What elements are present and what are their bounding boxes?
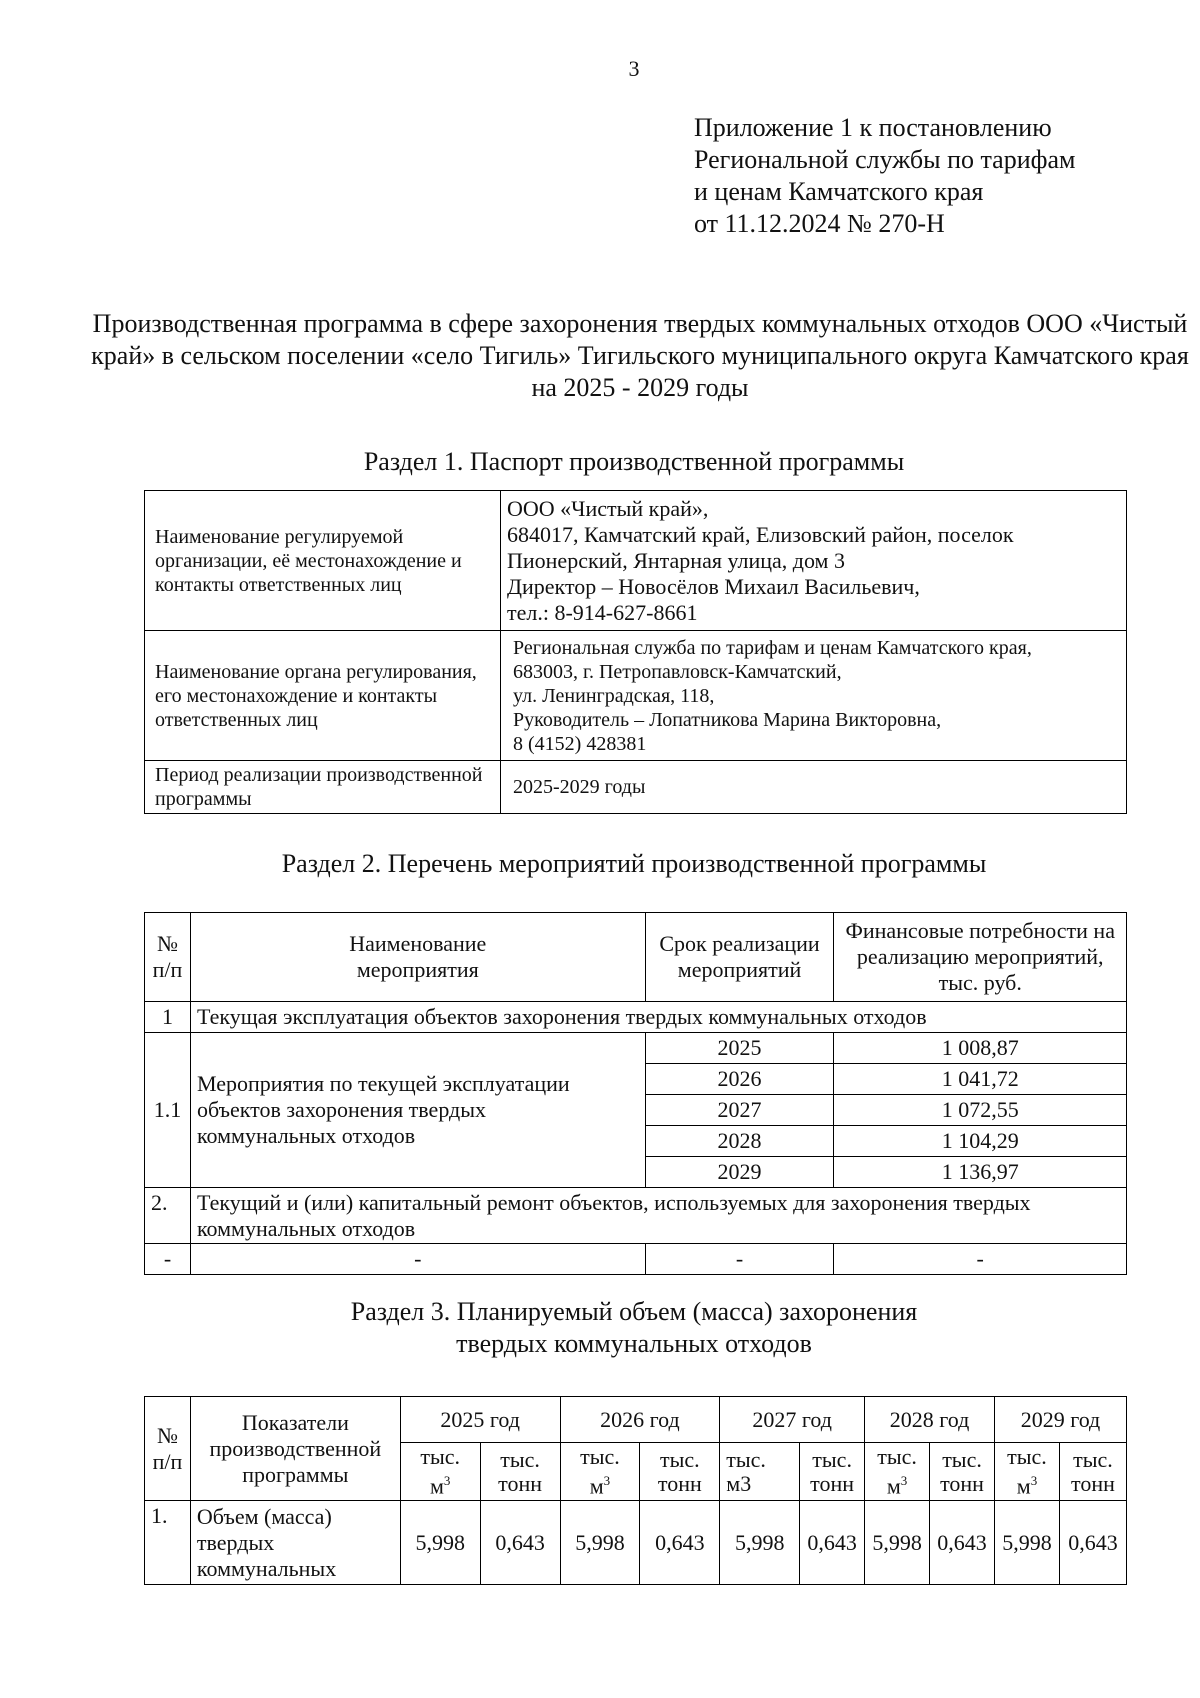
unit-tonn: тыс. тонн xyxy=(640,1443,720,1501)
header-year: 2027 год xyxy=(720,1397,865,1443)
group-text: Текущий и (или) капитальный ремонт объектов, используемых для захоронения твердых коммунальных отходов xyxy=(190,1188,1126,1244)
item-value: 1 072,55 xyxy=(834,1095,1127,1126)
value-line: 684017, Камчатский край, Елизовский район, поселок xyxy=(507,521,1014,547)
item-year: 2028 xyxy=(645,1126,834,1157)
group-num: 2. xyxy=(145,1188,191,1244)
dash-cell: - xyxy=(834,1244,1127,1275)
unit-m3 xyxy=(400,1443,480,1501)
group-text: Текущая эксплуатация объектов захоронения твердых коммунальных отходов xyxy=(190,1002,1126,1033)
item-value: 1 136,97 xyxy=(834,1157,1127,1188)
unit-sup: 3 xyxy=(1030,1472,1038,1488)
unit-base: м xyxy=(1016,1473,1031,1499)
unit-sup: 3 xyxy=(443,1472,451,1488)
header-year: 2025 год xyxy=(400,1397,560,1443)
item-year: 2026 xyxy=(645,1064,834,1095)
unit-m3 xyxy=(560,1443,640,1501)
passport-row-period xyxy=(145,761,1127,814)
item-value: 1 008,87 xyxy=(834,1033,1127,1064)
passport-value xyxy=(501,631,1127,761)
dash-cell: - xyxy=(145,1244,191,1275)
appendix-line: и ценам Камчатского края xyxy=(694,177,984,206)
header-year: 2026 год xyxy=(560,1397,720,1443)
value-line: ул. Ленинградская, 118, xyxy=(513,684,715,707)
unit-tonn: тыс. тонн xyxy=(1059,1443,1126,1501)
header-finance: Финансовые потребности на реализацию мероприятий, тыс. руб. xyxy=(834,913,1127,1002)
unit-prefix: тыс. xyxy=(877,1443,917,1469)
passport-value xyxy=(501,491,1127,631)
row-value: 5,998 xyxy=(995,1501,1060,1585)
item-year: 2025 xyxy=(645,1033,834,1064)
value-line: 683003, г. Петропавловск-Камчатский, xyxy=(513,660,842,683)
unit-m3 xyxy=(865,1443,930,1501)
volume-header-row xyxy=(145,1397,1127,1443)
item-year: 2027 xyxy=(645,1095,834,1126)
passport-value: 2025-2029 годы xyxy=(501,761,1127,814)
item-num: 1.1 xyxy=(145,1033,191,1188)
appendix-line: от 11.12.2024 № 270-Н xyxy=(694,209,945,238)
row-value: 0,643 xyxy=(640,1501,720,1585)
row-value: 0,643 xyxy=(800,1501,865,1585)
unit-base: м xyxy=(589,1473,604,1499)
header-num: № п/п xyxy=(145,1397,191,1501)
unit-prefix: тыс. xyxy=(420,1443,461,1469)
value-line: тел.: 8-914-627-8661 xyxy=(507,599,698,625)
unit-tonn: тыс. тонн xyxy=(800,1443,865,1501)
item-name: Мероприятия по текущей эксплуатации объектов захоронения твердых коммунальных отходов xyxy=(190,1033,645,1188)
dash-cell: - xyxy=(645,1244,834,1275)
passport-label: Наименование органа регулирования, его местонахождение и контакты ответственных лиц xyxy=(145,631,501,761)
value-line: ООО «Чистый край», xyxy=(507,495,709,521)
row-value: 5,998 xyxy=(400,1501,480,1585)
appendix-line: Региональной службы по тарифам xyxy=(694,145,1076,174)
header-year: 2029 год xyxy=(995,1397,1127,1443)
row-name: Объем (масса) твердых коммунальных xyxy=(190,1501,400,1585)
row-value: 5,998 xyxy=(560,1501,640,1585)
value-line: Директор – Новосёлов Михаил Васильевич, xyxy=(507,573,920,599)
value-line: Руководитель – Лопатникова Марина Викторовна, xyxy=(513,708,942,731)
volume-table xyxy=(144,1396,1127,1585)
dash-cell: - xyxy=(190,1244,645,1275)
header-num: № п/п xyxy=(145,913,191,1002)
group-num: 1 xyxy=(145,1002,191,1033)
header-indicator: Показатели производственной программы xyxy=(190,1397,400,1501)
measures-item-row xyxy=(145,1033,1127,1064)
row-value: 0,643 xyxy=(480,1501,560,1585)
document-title: Производственная программа в сфере захоронения твердых коммунальных отходов ООО «Чистый край» в сельском поселении «село Тигиль» Тигильского муниципального округа Камчатского края на 2025 - 2029 годы xyxy=(91,309,1189,402)
volume-data-row xyxy=(145,1501,1127,1585)
item-year: 2029 xyxy=(645,1157,834,1188)
section1-title: Раздел 1. Паспорт производственной программы xyxy=(363,447,905,476)
measures-empty-row xyxy=(145,1244,1127,1275)
unit-prefix: тыс. xyxy=(580,1443,620,1469)
passport-row-regulator xyxy=(145,631,1127,761)
unit-tonn: тыс. тонн xyxy=(930,1443,995,1501)
unit-sup: 3 xyxy=(603,1472,611,1488)
item-value: 1 041,72 xyxy=(834,1064,1127,1095)
unit-base: м xyxy=(429,1473,444,1499)
section2-title: Раздел 2. Перечень мероприятий производственной программы xyxy=(281,849,987,878)
item-value: 1 104,29 xyxy=(834,1126,1127,1157)
measures-header-row xyxy=(145,913,1127,1002)
unit-tonn: тыс. тонн xyxy=(480,1443,560,1501)
appendix-line: Приложение 1 к постановлению xyxy=(694,113,1052,142)
unit-prefix: тыс. xyxy=(726,1446,766,1472)
row-value: 5,998 xyxy=(720,1501,800,1585)
row-value: 5,998 xyxy=(865,1501,930,1585)
passport-label: Наименование регулируемой организации, её местонахождение и контакты ответственных лиц xyxy=(145,491,501,631)
unit-sup: 3 xyxy=(900,1472,908,1488)
row-value: 0,643 xyxy=(930,1501,995,1585)
passport-table xyxy=(144,490,1127,814)
section3-title-line2: твердых коммунальных отходов xyxy=(456,1329,812,1358)
unit-prefix: тыс. xyxy=(1007,1443,1047,1469)
page-number: 3 xyxy=(628,56,640,81)
header-name: Наименование мероприятия xyxy=(190,913,645,1002)
row-num: 1. xyxy=(145,1501,191,1585)
measures-table xyxy=(144,912,1127,1275)
unit-m3 xyxy=(720,1443,800,1501)
measures-group-row xyxy=(145,1188,1127,1244)
unit-base: м xyxy=(886,1473,901,1499)
passport-label: Период реализации производственной программы xyxy=(145,761,501,814)
row-value: 0,643 xyxy=(1059,1501,1126,1585)
value-line: Региональная служба по тарифам и ценам Камчатского края, xyxy=(513,636,1032,659)
unit-m3 xyxy=(995,1443,1060,1501)
header-year: 2028 год xyxy=(865,1397,995,1443)
measures-group-row xyxy=(145,1002,1127,1033)
value-line: 8 (4152) 428381 xyxy=(513,732,647,755)
value-line: Пионерский, Янтарная улица, дом 3 xyxy=(507,547,845,573)
passport-row-organization xyxy=(145,491,1127,631)
section3-title-line1: Раздел 3. Планируемый объем (масса) захоронения xyxy=(350,1297,918,1326)
unit-base: м3 xyxy=(726,1470,752,1496)
appendix-reference xyxy=(694,112,1075,240)
header-term: Срок реализации мероприятий xyxy=(645,913,834,1002)
